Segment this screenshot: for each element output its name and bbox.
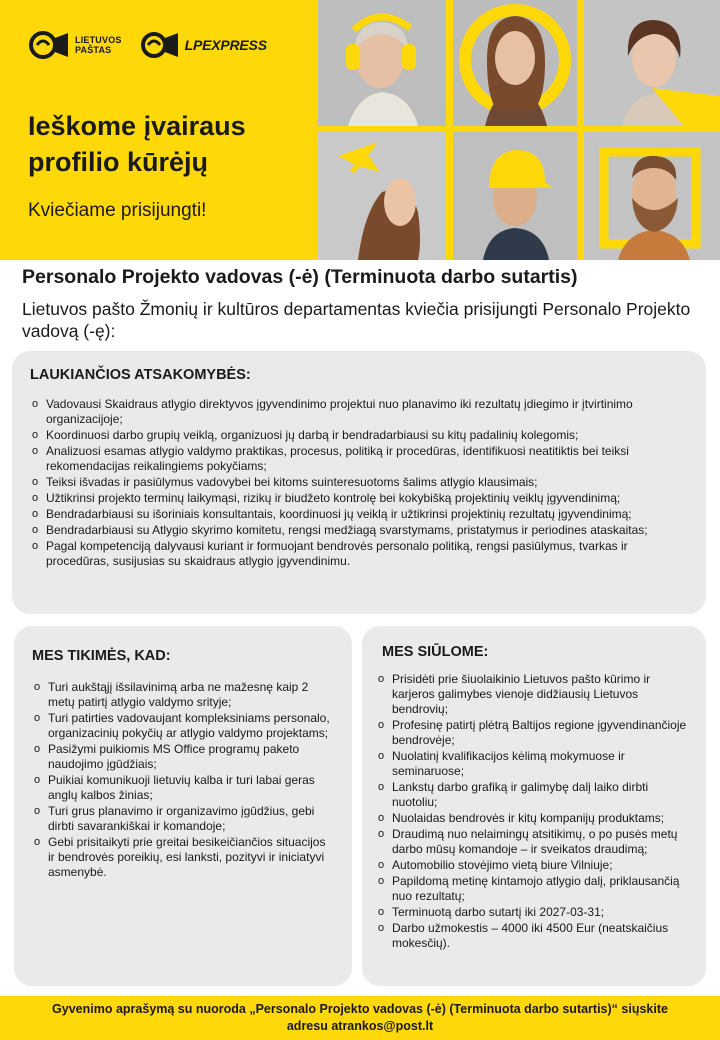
expectations-card bbox=[14, 626, 352, 986]
list-item: o Pagal kompetenciją dalyvausi kuriant ir formuojant bendrovės personalo politiką, rengsi pasiūlymus, tvarkas ir procedūras, susijusias su skaidraus atlygio įgyvendinimu. bbox=[30, 539, 688, 569]
responsibilities-list bbox=[30, 397, 688, 569]
photo-woman-short-hair bbox=[584, 0, 720, 126]
logo-text-line1: LIETUVOS bbox=[75, 35, 122, 45]
hero-subtitle: Kviečiame prisijungti! bbox=[28, 200, 207, 221]
list-item: o Automobilio stovėjimo vietą biure Vilniuje; bbox=[376, 858, 692, 873]
expectations-heading: MES TIKIMĖS, KAD: bbox=[32, 648, 171, 664]
hero-banner bbox=[0, 0, 720, 260]
horn-logo-icon bbox=[140, 31, 180, 59]
list-item: o Terminuotą darbo sutartį iki 2027-03-31; bbox=[376, 905, 692, 920]
list-item: o Turi aukštąjį išsilavinimą arba ne mažesnę kaip 2 metų patirtį atlygio valdymo srityje; bbox=[32, 680, 334, 710]
job-intro: Lietuvos pašto Žmonių ir kultūros departamentas kviečia prisijungti Personalo Projekto vadovą (-ę): bbox=[22, 299, 691, 341]
photo-woman-brown-hair bbox=[453, 0, 577, 126]
responsibilities-heading: LAUKIANČIOS ATSAKOMYBĖS: bbox=[30, 367, 251, 383]
list-item: o Bendradarbiausi su išoriniais konsultantais, koordinuosi jų veiklą ir užtikrinsi projektinių rezultatų įgyvendinimą; bbox=[30, 507, 688, 522]
photo-woman-headphones bbox=[318, 0, 446, 126]
list-item: o Turi patirties vadovaujant kompleksiniams personalo, organizacinių pokyčių ar atlygio valdymo projektams; bbox=[32, 711, 334, 741]
list-item: o Gebi prisitaikyti prie greitai besikeičiančios situacijos ir bendrovės poreikių, esi lanksti, pozityvi ir iniciatyvi asmenybė. bbox=[32, 835, 334, 880]
responsibilities-card bbox=[12, 351, 706, 614]
offer-list bbox=[376, 672, 692, 951]
list-item: o Profesinę patirtį plėtrą Baltijos regione įgyvendinančioje bendrovėje; bbox=[376, 718, 692, 748]
logo-text-line2: PAŠTAS bbox=[75, 45, 112, 55]
list-item: o Nuolaidas bendrovės ir kitų kompanijų produktams; bbox=[376, 811, 692, 826]
hero-title: Ieškome įvairaus profilio kūrėjų bbox=[28, 111, 246, 177]
photo-woman-long-hair bbox=[318, 132, 446, 260]
photo-collage bbox=[318, 0, 720, 260]
list-item: o Draudimą nuo nelaimingų atsitikimų, o po pusės metų darbo mūsų komandoje – ir sveikatos draudimą; bbox=[376, 827, 692, 857]
list-item: o Vadovausi Skaidraus atlygio direktyvos įgyvendinimo projektui nuo planavimo iki rezultatų įdiegimo ir įtvirtinimo organizacijoje; bbox=[30, 397, 688, 427]
photo-bearded-man bbox=[584, 132, 720, 260]
list-item: o Darbo užmokestis – 4000 iki 4500 Eur (neatskaičius mokesčių). bbox=[376, 921, 692, 951]
list-item: o Teiksi išvadas ir pasiūlymus vadovybei bei kitoms suinteresuotoms šalims atlygio klausimais; bbox=[30, 475, 688, 490]
list-item: o Analizuosi esamas atlygio valdymo praktikas, procesus, politiką ir procedūras, identifikuosi neatitiktis bei teiksi rekomendacijas reikalingiems pokyčiams; bbox=[30, 444, 688, 474]
list-item: o Pasižymi puikiomis MS Office programų paketo naudojimo įgūdžiais; bbox=[32, 742, 334, 772]
expectations-list bbox=[32, 680, 334, 880]
logos bbox=[28, 30, 267, 60]
footer-instruction: Gyvenimo aprašymą su nuoroda „Personalo Projekto vadovas (-ė) (Terminuota darbo sutartis)“ siųskite bbox=[52, 1002, 668, 1016]
list-item: o Bendradarbiausi su Atlygio skyrimo komitetu, rengsi medžiagą svarstymams, pristatymus ir periodines ataskaitas; bbox=[30, 523, 688, 538]
list-item: o Puikiai komunikuoji lietuvių kalba ir turi labai geras anglų kalbos žinias; bbox=[32, 773, 334, 803]
footer-email: adresu atrankos@post.lt bbox=[286, 1019, 434, 1033]
list-item: o Lankstų darbo grafiką ir galimybę dalį laiko dirbti nuotoliu; bbox=[376, 780, 692, 810]
list-item: o Turi grus planavimo ir organizavimo įgūdžius, gebi dirbti savarankiškai ir komandoje; bbox=[32, 804, 334, 834]
horn-logo-icon bbox=[28, 30, 70, 60]
offer-card bbox=[362, 626, 706, 986]
list-item: o Prisidėti prie šiuolaikinio Lietuvos pašto kūrimo ir karjeros galimybes vienoje didžiausių Lietuvos bendrovių; bbox=[376, 672, 692, 717]
photo-man-yellow-cap bbox=[453, 132, 577, 260]
list-item: o Koordinuosi darbo grupių veiklą, organizuosi jų darbą ir bendradarbiausi su kitų padalinių kolegomis; bbox=[30, 428, 688, 443]
offer-heading: MES SIŪLOME: bbox=[382, 644, 489, 660]
list-item: o Užtikrinsi projekto terminų laikymąsi, rizikų ir biudžeto kontrolę bei kokybišką projektinių veiklų įgyvendinimą; bbox=[30, 491, 688, 506]
list-item: o Papildomą metinę kintamojo atlygio dalį, priklausančią nuo rezultatų; bbox=[376, 874, 692, 904]
logo-text: LPEXPRESS bbox=[184, 37, 267, 53]
list-item: o Nuolatinį kvalifikacijos kėlimą mokymuose ir seminaruose; bbox=[376, 749, 692, 779]
lpexpress-logo bbox=[140, 31, 267, 59]
job-title: Personalo Projekto vadovas (-ė) (Terminuota darbo sutartis) bbox=[22, 266, 578, 288]
footer-banner bbox=[0, 996, 720, 1040]
lietuvos-pastas-logo bbox=[28, 30, 122, 60]
